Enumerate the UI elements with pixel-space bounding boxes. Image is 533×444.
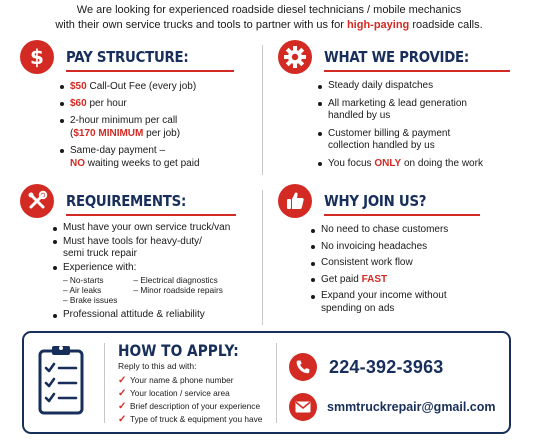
checklist-text: Your name & phone number (130, 375, 234, 385)
pay-structure-section (20, 40, 255, 170)
hourly-rate-amount: $60 (70, 98, 87, 109)
apply-divider-left (104, 343, 105, 423)
requirements-section (20, 184, 258, 322)
checklist-text: Type of truck & equipment you have (130, 414, 263, 424)
how-to-apply-title: HOW TO APPLY: (118, 341, 239, 360)
list-item: Customer billing & payment collection handled by us (318, 128, 493, 153)
pay-structure-header (20, 40, 255, 74)
list-item: Must have tools for heavy-duty/ semi truck repair (53, 236, 223, 261)
list-item: Consistent work flow (311, 257, 481, 270)
email-row[interactable] (289, 393, 496, 421)
experience-col-1 (63, 275, 117, 305)
thumbs-up-icon (278, 184, 312, 218)
pay-structure-underline (66, 70, 234, 72)
requirements-list (53, 222, 253, 322)
minimum-paren: ( (70, 128, 74, 139)
what-we-provide-header (278, 40, 523, 74)
phone-number[interactable]: 224-392-3963 (329, 356, 444, 377)
pay-structure-title: PAY STRUCTURE: (66, 48, 189, 66)
checklist-item (118, 413, 278, 426)
intro-line-2-post: roadside calls. (409, 19, 483, 31)
intro-line-2-pre: with their own service trucks and tools to partner with us for (55, 19, 347, 31)
minimum-per-job: per job) (143, 128, 181, 139)
fast-highlight: FAST (361, 273, 388, 285)
check-icon: ✓ (118, 375, 127, 386)
same-day-text: Same-day payment – (70, 145, 166, 156)
no-highlight: NO (70, 158, 85, 169)
requirements-title: REQUIREMENTS: (66, 192, 187, 210)
intro-text (14, 3, 524, 33)
requirements-header (20, 184, 258, 218)
experience-item: – Minor roadside repairs (133, 285, 222, 295)
list-item: Must have your own service truck/van (53, 222, 253, 235)
checklist-item (118, 400, 278, 413)
call-out-fee-text: Call-Out Fee (every job) (86, 81, 197, 92)
experience-label: Experience with: (63, 261, 137, 273)
list-item (60, 144, 255, 170)
tools-icon (20, 184, 54, 218)
list-item (60, 114, 255, 140)
list-item (318, 158, 493, 171)
check-icon: ✓ (118, 401, 127, 412)
phone-icon (289, 353, 317, 381)
what-we-provide-section (278, 40, 523, 170)
email-address[interactable]: smmtruckrepair@gmail.com (327, 400, 496, 414)
list-item: No need to chase customers (311, 224, 481, 237)
what-we-provide-title: WHAT WE PROVIDE: (324, 48, 469, 66)
checklist-text: Your location / service area (130, 388, 230, 398)
why-join-us-list (311, 224, 481, 315)
intro-highlight: high-paying (346, 19, 410, 31)
divider-middle (262, 190, 263, 325)
apply-divider-right (276, 343, 277, 423)
dollar-icon (20, 40, 54, 74)
waiting-text: waiting weeks to get paid (85, 158, 200, 169)
why-join-us-title: WHY JOIN US? (324, 192, 427, 210)
list-item: Professional attitude & reliability (53, 309, 253, 322)
get-paid-text: Get paid (321, 273, 362, 285)
check-icon: ✓ (118, 388, 127, 399)
pay-structure-list (60, 80, 255, 170)
list-item: All marketing & lead generation handled by us (318, 98, 493, 123)
focus-text: You focus (328, 157, 375, 169)
hourly-rate-text: per hour (86, 98, 127, 109)
what-we-provide-underline (324, 70, 510, 72)
experience-sublist (63, 275, 253, 305)
list-item (311, 274, 481, 287)
checklist-item (118, 387, 278, 400)
experience-col-2 (133, 275, 222, 305)
list-item: Steady daily dispatches (318, 80, 493, 93)
requirements-underline (66, 214, 236, 216)
experience-item: – Electrical diagnostics (133, 275, 222, 285)
apply-instructions (118, 341, 278, 426)
experience-item: – Air leaks (63, 285, 117, 295)
apply-subtitle: Reply to this ad with: (118, 361, 197, 371)
why-join-us-header (278, 184, 523, 218)
minimum-amount: $170 MINIMUM (73, 128, 144, 139)
divider-top (262, 45, 263, 175)
call-out-fee-amount: $50 (70, 81, 87, 92)
list-item (60, 80, 255, 93)
only-highlight: ONLY (374, 157, 402, 169)
list-item (53, 262, 253, 306)
how-to-apply-box (22, 331, 511, 434)
list-item (60, 97, 255, 110)
experience-item: – No-starts (63, 275, 117, 285)
phone-row[interactable] (289, 353, 444, 381)
check-icon: ✓ (118, 414, 127, 425)
gear-icon (278, 40, 312, 74)
checklist-text: Brief description of your experience (130, 401, 261, 411)
intro-line-2 (14, 18, 524, 33)
intro-line-1: We are looking for experienced roadside diesel technicians / mobile mechanics (76, 4, 462, 16)
checklist-item (118, 374, 278, 387)
minimum-text: 2-hour minimum per call (70, 115, 178, 126)
list-item: Expand your income without spending on ads (311, 290, 481, 315)
experience-item: – Brake issues (63, 295, 117, 305)
why-join-us-section (278, 184, 523, 315)
apply-checklist (118, 374, 278, 426)
why-join-us-underline (324, 214, 480, 216)
list-item: No invoicing headaches (311, 241, 481, 254)
clipboard-checklist-icon (38, 343, 84, 424)
email-icon (289, 393, 317, 421)
svg-text:$: $ (30, 46, 44, 68)
focus-text-end: on doing the work (401, 157, 483, 169)
what-we-provide-list (318, 80, 493, 170)
